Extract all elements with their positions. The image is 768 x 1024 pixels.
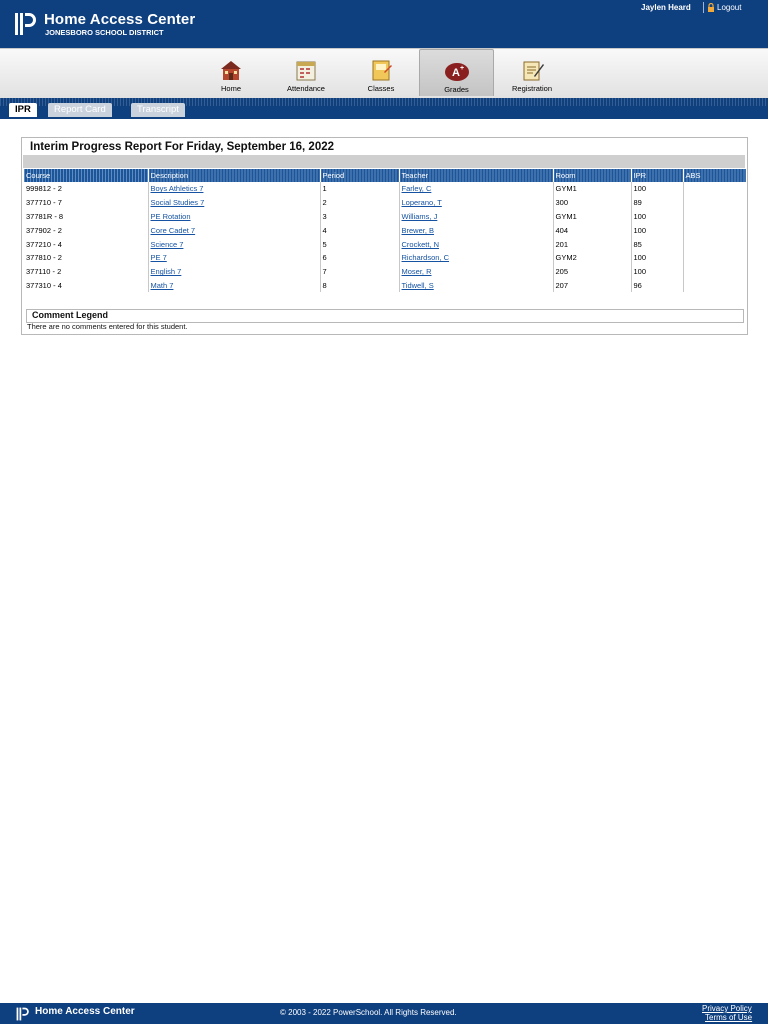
table-row xyxy=(24,265,746,279)
description-cell xyxy=(148,210,320,224)
course-link[interactable]: Social Studies 7 xyxy=(150,198,205,208)
main-nav xyxy=(0,48,768,99)
course-link[interactable]: Science 7 xyxy=(150,239,184,249)
teacher-cell xyxy=(399,182,553,196)
abs-cell xyxy=(683,223,746,237)
teacher-cell xyxy=(399,265,553,279)
footer xyxy=(0,1003,768,1024)
column-header[interactable]: Description xyxy=(148,169,320,182)
column-header[interactable]: Period xyxy=(320,169,399,182)
teacher-link[interactable]: Brewer, B xyxy=(401,225,435,235)
description-cell xyxy=(148,265,320,279)
room-cell: GYM1 xyxy=(553,210,631,224)
district-name: JONESBORO SCHOOL DISTRICT xyxy=(45,28,164,37)
svg-text:+: + xyxy=(459,65,464,72)
nav-registration-label: Registration xyxy=(511,84,553,93)
teacher-cell xyxy=(399,210,553,224)
ipr-panel xyxy=(21,137,748,335)
table-row xyxy=(24,182,746,196)
abs-cell xyxy=(683,265,746,279)
teacher-link[interactable]: Crockett, N xyxy=(401,239,440,249)
course-link[interactable]: PE 7 xyxy=(150,253,167,263)
nav-grades[interactable] xyxy=(419,49,494,96)
room-cell: 300 xyxy=(553,196,631,210)
nav-classes[interactable] xyxy=(360,49,402,97)
column-header[interactable]: ABS xyxy=(683,169,746,182)
tab-report-card[interactable]: Report Card xyxy=(48,103,112,117)
notebook-icon xyxy=(368,58,394,82)
abs-cell xyxy=(683,196,746,210)
room-cell: 205 xyxy=(553,265,631,279)
column-header[interactable]: Course xyxy=(24,169,148,182)
table-row xyxy=(24,237,746,251)
nav-home[interactable] xyxy=(210,49,252,97)
footer-app-title: Home Access Center xyxy=(35,1006,135,1017)
table-row xyxy=(24,223,746,237)
course-link[interactable]: Boys Athletics 7 xyxy=(150,184,204,194)
course-cell: 37781R - 8 xyxy=(24,210,148,224)
ipr-cell: 100 xyxy=(631,210,683,224)
abs-cell xyxy=(683,251,746,265)
nav-classes-label: Classes xyxy=(367,84,395,93)
teacher-cell xyxy=(399,223,553,237)
abs-cell xyxy=(683,182,746,196)
teacher-cell xyxy=(399,237,553,251)
period-cell: 2 xyxy=(320,196,399,210)
lock-icon xyxy=(707,3,715,12)
teacher-cell xyxy=(399,251,553,265)
period-cell: 6 xyxy=(320,251,399,265)
privacy-policy-link[interactable]: Privacy Policy xyxy=(702,1004,752,1013)
room-cell: GYM2 xyxy=(553,251,631,265)
nav-registration[interactable] xyxy=(504,49,560,97)
powerschool-logo-icon xyxy=(16,1007,30,1021)
page-title: Interim Progress Report For Friday, September 16, 2022 xyxy=(30,141,335,153)
tab-bar-stripes xyxy=(0,98,768,106)
table-row xyxy=(24,210,746,224)
teacher-link[interactable]: Tidwell, S xyxy=(401,280,434,290)
room-cell: 201 xyxy=(553,237,631,251)
table-header-row xyxy=(24,169,746,182)
nav-grades-label: Grades xyxy=(444,85,469,94)
course-cell: 377710 - 7 xyxy=(24,196,148,210)
terms-of-use-link[interactable]: Terms of Use xyxy=(705,1013,753,1022)
table-row xyxy=(24,196,746,210)
calendar-icon xyxy=(293,58,319,82)
description-cell xyxy=(148,196,320,210)
ipr-cell: 100 xyxy=(631,182,683,196)
teacher-cell xyxy=(399,279,553,293)
course-cell: 377810 - 2 xyxy=(24,251,148,265)
period-cell: 5 xyxy=(320,237,399,251)
period-cell: 7 xyxy=(320,265,399,279)
abs-cell xyxy=(683,210,746,224)
course-link[interactable]: PE Rotation xyxy=(150,211,191,221)
user-name: Jaylen Heard xyxy=(641,3,691,12)
room-cell: 404 xyxy=(553,223,631,237)
description-cell xyxy=(148,237,320,251)
teacher-cell xyxy=(399,196,553,210)
header-divider xyxy=(703,2,704,13)
svg-text:A: A xyxy=(451,67,460,79)
comment-legend-box xyxy=(26,309,744,323)
tab-ipr[interactable]: IPR xyxy=(9,103,37,117)
description-cell xyxy=(148,223,320,237)
description-cell xyxy=(148,251,320,265)
nav-attendance-label: Attendance xyxy=(287,84,325,93)
nav-home-label: Home xyxy=(220,84,241,93)
clipboard-icon xyxy=(519,58,545,82)
room-cell: 207 xyxy=(553,279,631,293)
table-row xyxy=(24,251,746,265)
column-header[interactable]: Teacher xyxy=(399,169,553,182)
period-cell: 4 xyxy=(320,223,399,237)
course-link[interactable]: Core Cadet 7 xyxy=(150,225,196,235)
sub-tab-bar xyxy=(0,98,768,119)
abs-cell xyxy=(683,237,746,251)
logout-label: Logout xyxy=(717,3,742,12)
comment-legend-title: Comment Legend xyxy=(32,310,109,320)
ipr-cell: 96 xyxy=(631,279,683,293)
tab-transcript[interactable]: Transcript xyxy=(131,103,185,117)
ipr-cell: 89 xyxy=(631,196,683,210)
course-cell: 377210 - 4 xyxy=(24,237,148,251)
house-icon xyxy=(218,58,244,82)
logout-link[interactable] xyxy=(707,3,741,12)
nav-attendance[interactable] xyxy=(278,49,334,97)
period-cell: 1 xyxy=(320,182,399,196)
ipr-cell: 85 xyxy=(631,237,683,251)
course-cell: 377902 - 2 xyxy=(24,223,148,237)
description-cell xyxy=(148,279,320,293)
course-cell: 999812 - 2 xyxy=(24,182,148,196)
teacher-link[interactable]: Loperano, T xyxy=(401,198,442,208)
course-link[interactable]: English 7 xyxy=(150,267,182,277)
teacher-link[interactable]: Moser, R xyxy=(401,267,432,277)
teacher-link[interactable]: Williams, J xyxy=(401,211,438,221)
ipr-cell: 100 xyxy=(631,265,683,279)
panel-header-bar xyxy=(23,155,745,168)
teacher-link[interactable]: Farley, C xyxy=(401,184,432,194)
no-comments-text: There are no comments entered for this student. xyxy=(27,322,188,331)
table-row xyxy=(24,279,746,293)
ipr-cell: 100 xyxy=(631,223,683,237)
teacher-link[interactable]: Richardson, C xyxy=(401,253,450,263)
period-cell: 8 xyxy=(320,279,399,293)
column-header[interactable]: Room xyxy=(553,169,631,182)
ipr-table xyxy=(24,169,746,292)
room-cell: GYM1 xyxy=(553,182,631,196)
course-link[interactable]: Math 7 xyxy=(150,280,174,290)
powerschool-logo-icon xyxy=(14,12,38,36)
copyright-text: © 2003 - 2022 PowerSchool. All Rights Reserved. xyxy=(280,1008,457,1017)
abs-cell xyxy=(683,279,746,293)
course-cell: 377310 - 4 xyxy=(24,279,148,293)
period-cell: 3 xyxy=(320,210,399,224)
top-header xyxy=(0,0,768,48)
ipr-cell: 100 xyxy=(631,251,683,265)
description-cell xyxy=(148,182,320,196)
a-plus-icon xyxy=(444,59,470,83)
course-cell: 377110 - 2 xyxy=(24,265,148,279)
app-title: Home Access Center xyxy=(44,11,196,28)
column-header[interactable]: IPR xyxy=(631,169,683,182)
